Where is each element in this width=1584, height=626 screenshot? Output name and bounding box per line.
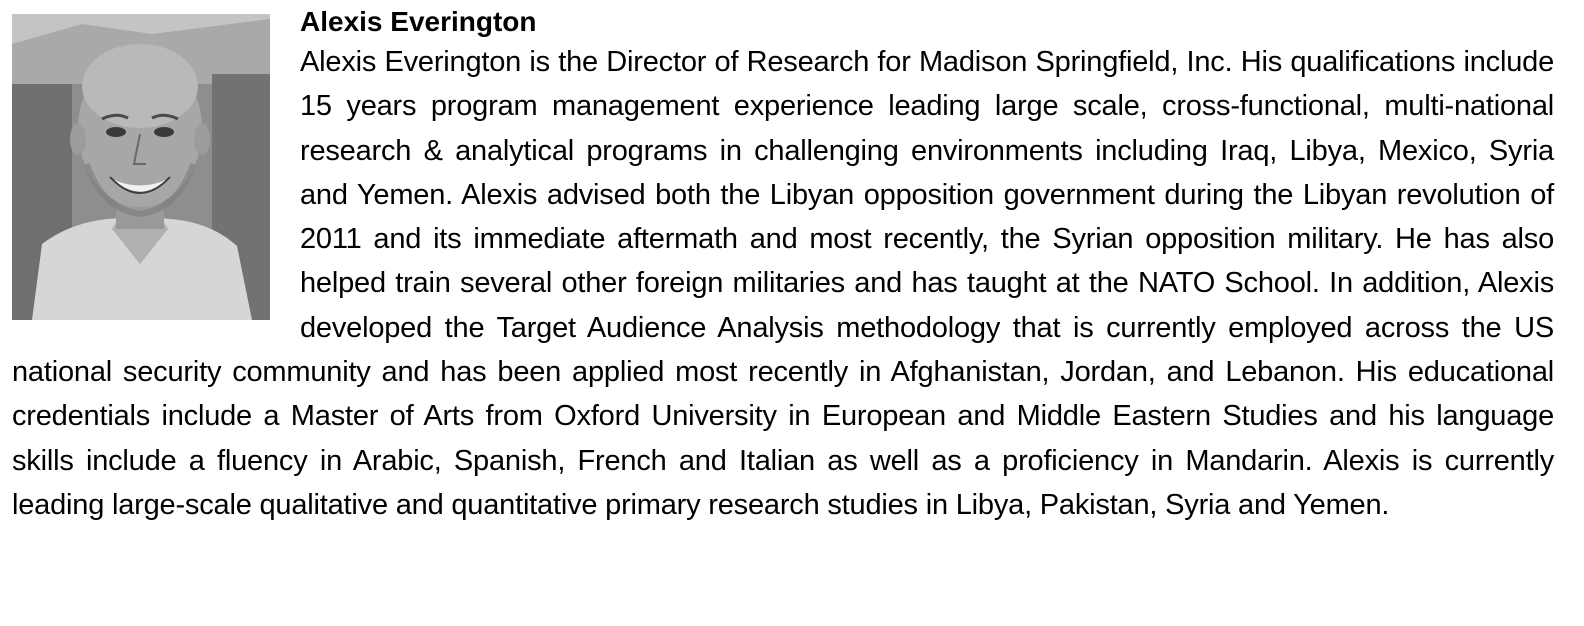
bio-text: Alexis Everington is the Director of Research for Madison Springfield, Inc. His qualifications include 15 years program management experience leading large scale, cross-functional, multi-national research & analytical programs in challenging environments including Iraq, Libya, Mexico, Syria and Yemen. Alexis advised both the Libyan opposition government during the Libyan revolution of 2011 and its immediate aftermath and most recently, the Syrian opposition military. He has also helped train several other foreign militaries and has taught at the NATO School. In addition, Alexis developed the Target Audience Analysis methodology that is currently employed across the US national security community and has been applied most recently in Afghanistan, Jordan, and Lebanon. His educational credentials include a Master of Arts from Oxford University in European and Middle Eastern Studies and his language skills include a fluency in Arabic, Spanish, French and Italian as well as a proficiency in Mandarin. Alexis is currently leading large-scale qualitative and quantitative primary research studies in Libya, Pakistan, Syria and Yemen. <box>12 46 1554 521</box>
person-name: Alexis Everington <box>300 6 537 37</box>
portrait-photo <box>12 14 270 320</box>
portrait-photo-icon <box>12 14 270 320</box>
bio-block <box>12 4 1554 527</box>
